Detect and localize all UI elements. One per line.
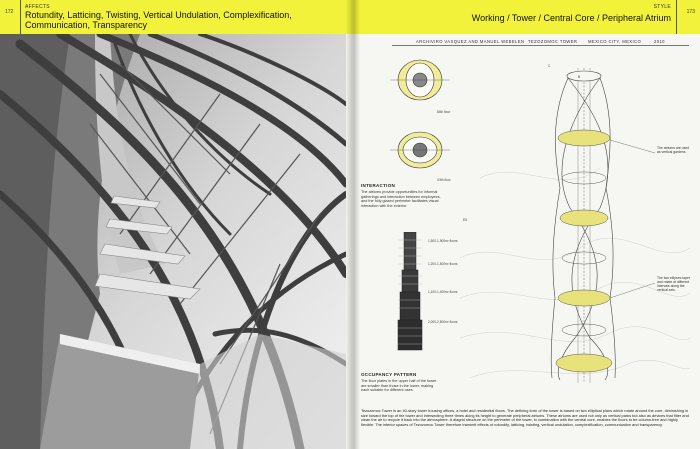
atriums-annotation: The atriums are used as vertical gardens. <box>657 146 690 154</box>
atrium-photo <box>0 34 346 449</box>
ref-label-e5: E5 <box>463 218 467 222</box>
project-name: TEZOZOMOC TOWER <box>528 39 578 44</box>
project-location: MEXICO CITY, MEXICO <box>588 39 642 44</box>
header-divider <box>20 0 21 34</box>
project-year: 2010 <box>654 39 665 44</box>
ref-label-b: B <box>578 75 581 79</box>
architects-name: ARCHIVIRO VASQUEZ AND MANUEL WEBELEN <box>416 39 525 44</box>
interaction-text: The atriums provide opportunities for informal gatherings and interaction between employees, and the fully glazed perimeter facilitates visual interaction with the exterior. <box>361 190 441 208</box>
occupancy-section-drawing <box>390 232 430 352</box>
style-label: STYLE <box>653 4 671 10</box>
tower-axonometric-drawing <box>460 58 690 393</box>
occupancy-heading: OCCUPANCY PATTERN <box>361 372 417 377</box>
ellipses-annotation: The two ellipses taper and rotate at different intervals along the vertical axis. <box>657 276 690 292</box>
level-label-3: 1,100-1,400m² floors <box>428 290 458 294</box>
level-label-4: 2,000-2,500m² floors <box>428 320 458 324</box>
project-meta-row <box>392 38 689 46</box>
style-title: Working / Tower / Central Core / Peripheral Atrium <box>471 13 671 23</box>
plan-label-lower: X3th floor <box>437 178 451 182</box>
right-page-number: 173 <box>686 9 695 15</box>
interaction-heading: INTERACTION <box>361 183 396 188</box>
affects-title: Rotundity, Latticing, Twisting, Vertical Undulation, Complexification, Communication, Transparency <box>25 10 292 30</box>
level-label-2: 1,200-1,500m² floors <box>428 262 458 266</box>
plan-label-upper: 84th floor <box>437 110 451 114</box>
floor-plan-drawings <box>385 52 455 182</box>
ref-label-c: C <box>548 64 551 68</box>
occupancy-text: The floor plates in the upper half of the tower are smaller than those in the lower, making each suitable for different uses. <box>361 379 437 393</box>
level-label-1: 1,500-1,900m² floors <box>428 239 458 243</box>
atrium-photo-image <box>0 34 346 449</box>
book-gutter <box>346 0 360 449</box>
project-description: Tezozomoc Tower is an 40-story tower housing offices, a hotel and residential floors. The defining form of the tower is based on two elliptical plans which rotate around the core, diminishing in size toward the top of the tower and intersecting three times along its height to generate peripheral atriums. These atriums are used not only as vertical parks but also as devices that filter and clean the air to recycle it back into the atmosphere. A diagrid structure on the perimeter of the tower, in combination with the central core, enables the floors to be column-free and highly flexible. The interior spaces of Tezozomoc Tower therefore transmit effects of rotundity, latticing, twisting, vertical undulation, complexification, communication and transparency. <box>361 408 689 428</box>
affects-label: AFFECTS <box>25 4 50 10</box>
header-divider-right <box>676 0 677 34</box>
left-page-number: 172 <box>5 9 14 15</box>
